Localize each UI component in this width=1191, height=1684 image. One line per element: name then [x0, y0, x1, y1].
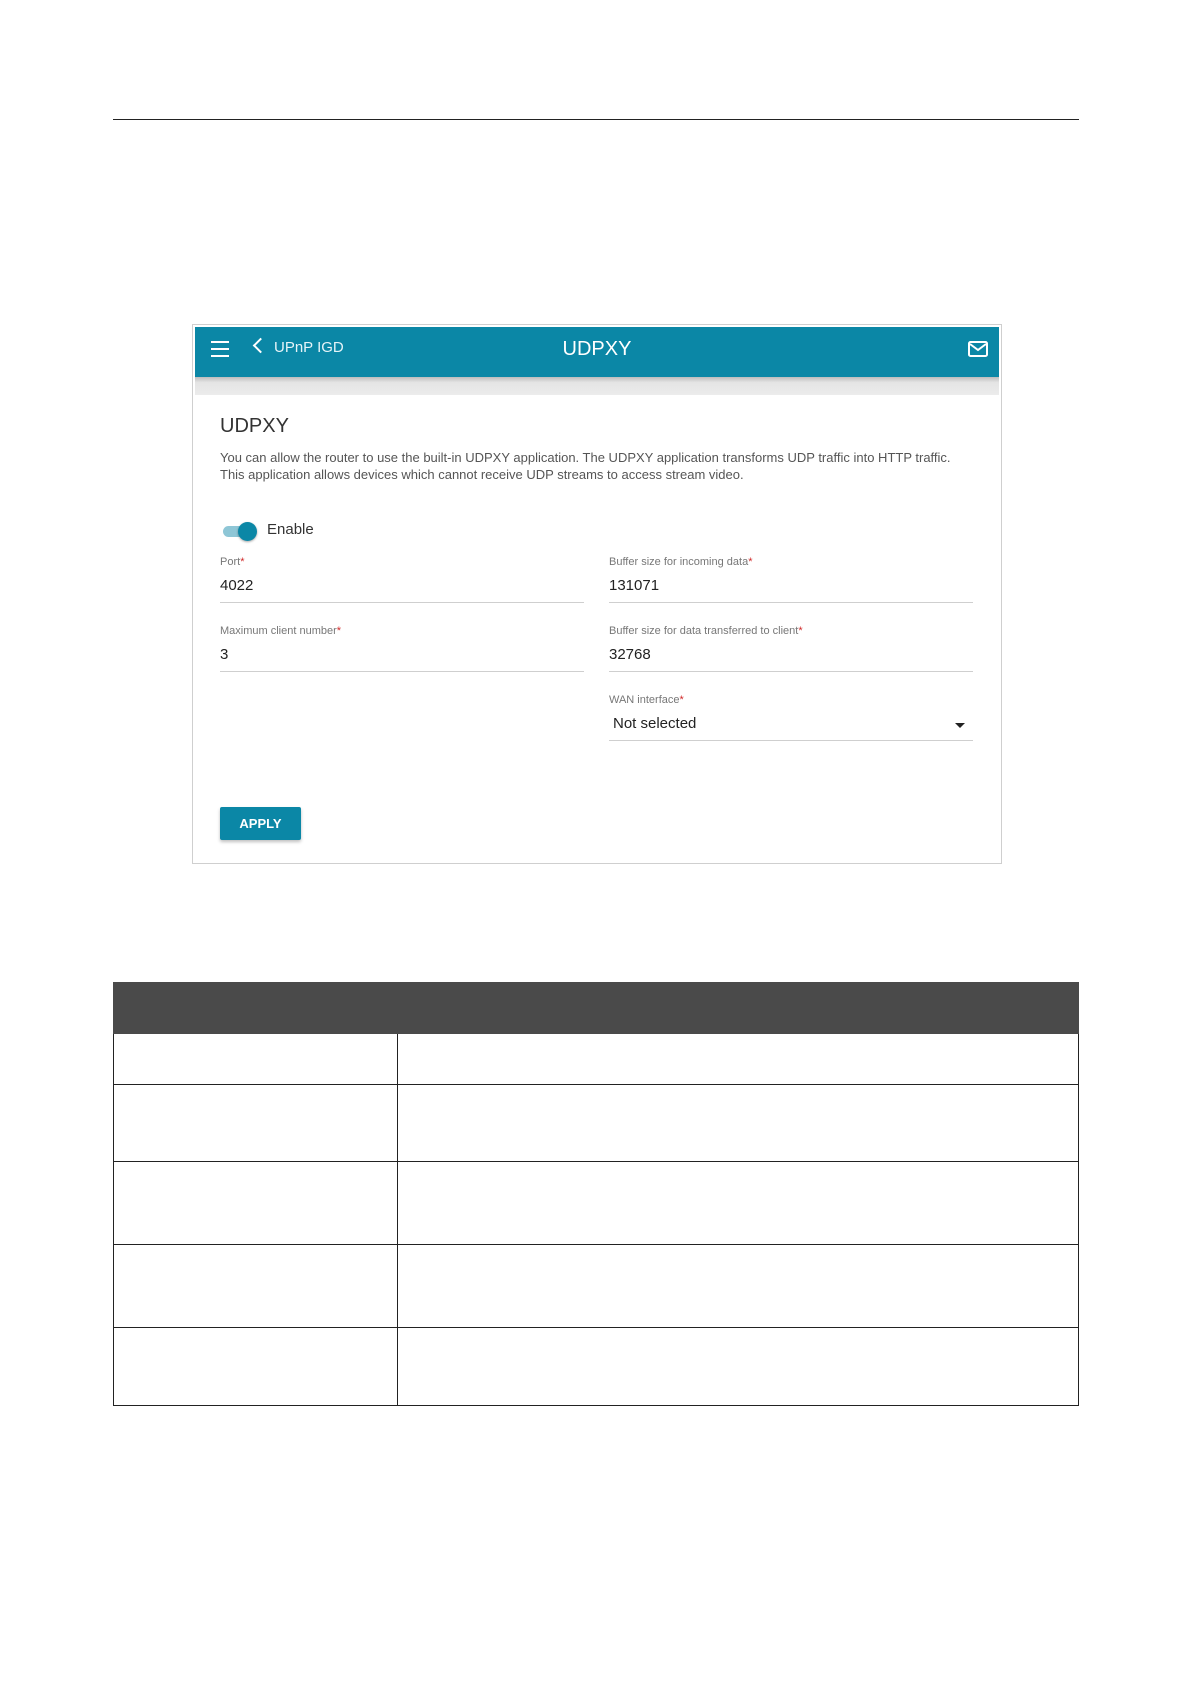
top-navigation-bar: [195, 327, 999, 377]
table-cell: [114, 1328, 398, 1405]
required-mark: *: [748, 556, 753, 568]
buffer-client-label-text: Buffer size for data transferred to client: [609, 625, 799, 637]
required-mark: *: [679, 694, 684, 706]
mail-icon[interactable]: [967, 339, 989, 359]
topbar-shadow: [195, 377, 999, 395]
buffer-incoming-field: [609, 556, 973, 603]
toggle-knob: [238, 522, 257, 541]
buffer-incoming-label-text: Buffer size for incoming data: [609, 556, 749, 568]
table-cell: [114, 1245, 398, 1327]
table-row: [113, 1328, 1079, 1406]
table-row: [113, 1085, 1079, 1162]
table-cell: [398, 1328, 1078, 1405]
table-row: [113, 1245, 1079, 1328]
table-cell: [114, 1034, 398, 1084]
table-cell: [114, 1162, 398, 1244]
port-label: [220, 556, 584, 571]
port-input[interactable]: 4022: [220, 571, 584, 603]
max-clients-label: [220, 625, 584, 640]
caret-down-icon: [955, 723, 965, 728]
table-cell: [114, 1085, 398, 1161]
section-heading: UDPXY: [220, 415, 289, 437]
required-mark: *: [798, 625, 803, 637]
wan-interface-label: [609, 694, 973, 709]
table-cell: [398, 1034, 1078, 1084]
max-clients-input[interactable]: 3: [220, 640, 584, 672]
required-mark: *: [240, 556, 245, 568]
buffer-client-label: [609, 625, 973, 640]
wan-interface-value: Not selected: [613, 715, 697, 732]
table-cell: [398, 1085, 1078, 1161]
table-row: [113, 1034, 1079, 1085]
port-label-text: Port: [220, 556, 241, 568]
table-header: [113, 982, 1079, 1034]
required-mark: *: [336, 625, 342, 637]
wan-interface-label-text: WAN interface: [609, 694, 680, 706]
apply-button[interactable]: APPLY: [220, 807, 301, 840]
max-clients-label-text: Maximum client number: [220, 625, 337, 637]
buffer-client-field: [609, 625, 973, 672]
buffer-incoming-input[interactable]: 131071: [609, 571, 973, 603]
enable-label: Enable: [267, 521, 314, 538]
back-link-label: UPnP IGD: [274, 339, 344, 356]
udpxy-screenshot: [192, 324, 1002, 864]
buffer-client-input[interactable]: 32768: [609, 640, 973, 672]
page-bar-title: UDPXY: [562, 338, 632, 360]
section-description: You can allow the router to use the built-in UDPXY application. The UDPXY application transforms UDP traffic into HTTP traffic. This application allows devices which cannot receive UDP streams to access stream video.: [220, 450, 951, 482]
enable-toggle[interactable]: [223, 521, 257, 541]
parameters-table: [113, 982, 1079, 1406]
page-top-rule: [113, 119, 1079, 120]
wan-interface-select[interactable]: [609, 709, 973, 741]
buffer-incoming-label: [609, 556, 973, 571]
table-cell: [398, 1162, 1078, 1244]
max-clients-field: [220, 625, 584, 672]
port-field: [220, 556, 584, 603]
wan-interface-field: [609, 694, 973, 741]
table-cell: [398, 1245, 1078, 1327]
table-row: [113, 1162, 1079, 1245]
